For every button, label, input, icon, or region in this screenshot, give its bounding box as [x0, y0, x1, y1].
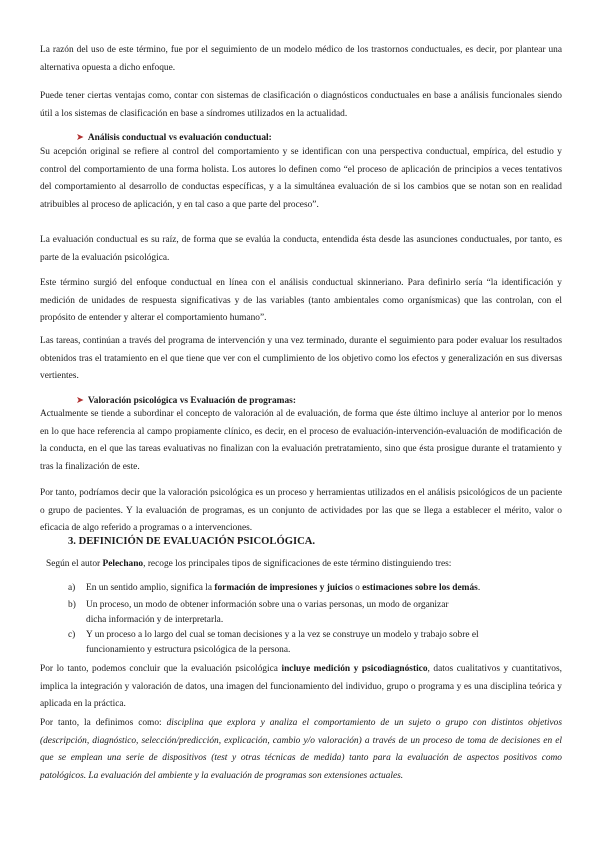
author-name: Pelechano — [102, 559, 144, 569]
list-marker: a) — [68, 583, 76, 593]
text-fragment: Por tanto, la definimos como: — [40, 718, 167, 728]
paragraph-conclusion — [40, 661, 562, 714]
paragraph-origin-term: La razón del uso de este término, fue por el seguimiento de un modelo médico de los trastornos conductuales, es decir, por plantear una alternativa opuesta a dicho enfoque. — [40, 45, 562, 73]
arrow-bullet-icon: ➤ — [76, 133, 84, 143]
paragraph-valoracion-proceso: Por tanto, podríamos decir que la valoración psicológica es un proceso y herramientas utilizados en el análisis psicológicos de un paciente o grupo de pacientes. Y la evaluación de programas, es un conjunto de actividades por las que se llega a establecer el mérito, valor o eficacia de algo referido a programas o a intervenciones. — [40, 488, 562, 534]
heading-analisis-conductual-text: Análisis conductual vs evaluación conductual: — [87, 133, 272, 143]
text-fragment: . — [477, 583, 481, 593]
bold-fragment: formación de impresiones y juicios — [214, 583, 353, 593]
paragraph-conductual-root: La evaluación conductual es su raíz, de forma que se evalúa la conducta, entendida ésta desde las asunciones conductuales, por tanto, es parte de la evaluación psicológica. — [40, 235, 562, 263]
text-fragment: Por lo tanto, podemos concluir que la evaluación psicológica — [40, 664, 282, 674]
text-fragment: En un sentido amplio, significa la — [86, 583, 215, 593]
bold-fragment: incluye medición y psicodiagnóstico — [281, 664, 428, 674]
paragraph-term-origin: Este término surgió del enfoque conductual en línea con el análisis conductual skinneriano. Para definirlo sería “la identificación y medición de unidades de respuesta significativas y de las variables (tanto ambientales como organísmicas) que las controlan, con el propósito de entender y alterar el comportamiento humano”. — [40, 278, 562, 324]
section-title-definicion: 3. DEFINICIÓN DE EVALUACIÓN PSICOLÓGICA. — [68, 536, 316, 547]
text-fragment: Según el autor — [46, 559, 103, 569]
paragraph-advantages: Puede tener ciertas ventajas como, contar con sistemas de clasificación o diagnósticos conductuales en base a análisis funcionales siendo útil a los sistemas de clasificación en base a síndromes utilizados en la actualidad. — [40, 91, 562, 119]
list-item-c — [68, 628, 508, 658]
list-item-b — [68, 598, 463, 628]
heading-analisis-conductual — [76, 131, 272, 145]
paragraph-definition — [40, 715, 562, 785]
bold-fragment: estimaciones sobre los demás — [362, 583, 478, 593]
paragraph-tasks: Las tareas, continúan a través del programa de intervención y una vez terminado, durante el seguimiento para poder evaluar los resultados obtenidos tras el tratamiento en el que tiene que ver con el cumplimiento de los objetivo como los efectos y generalización en sus diversas vertientes. — [40, 336, 562, 382]
paragraph-pelechano — [46, 556, 562, 574]
text-fragment: , datos cualitativos y cuantitativos, implica la integración y valoración de datos, una imagen del funcionamiento del individuo, grupo o programa y es una disciplina teórica y aplicada en la práctica. — [40, 664, 562, 710]
definition-italic-text: disciplina que explora y analiza el comportamiento de un sujeto o grupo con distintos objetivos (descripción, diagnóstico, selección/predicción, explicación, cambio y/o valoración) a través de un proceso de toma de decisiones en el que se emplean una serie de dispositivos (test y otras técnicas de medida) tanto para la evaluación de aspectos positivos como patológicos. La evaluación del ambiente y la evaluación de programas son extensiones actuales. — [40, 718, 562, 781]
paragraph-original-meaning: Su acepción original se refiere al control del comportamiento y se identifican con una perspectiva conductual, empírica, del estudio y control del comportamiento de una forma holista. Los autores lo definen como “el proceso de aplicación de principios a veces tentativos del comportamiento al desarrollo de conductas específicas, y a la simultánea evaluación de si los cambios que se notan son en realidad atribuibles al proceso de aplicación, y en tal caso a que parte del proceso”. — [40, 147, 562, 210]
arrow-bullet-icon: ➤ — [76, 396, 84, 406]
text-fragment: o — [352, 583, 363, 593]
list-marker: c) — [68, 630, 76, 640]
list-marker: b) — [68, 600, 76, 610]
paragraph-subordinate: Actualmente se tiende a subordinar el concepto de valoración al de evaluación, de forma que éste último incluye al anterior por lo menos en lo que hace referencia al campo propiamente clínico, es decir, en el proceso de evaluación-intervención-evaluación de modificación de la conducta, en el que las tareas evaluativas no finalizan con la evaluación pretratamiento, sino que ésta prosigue durante el tratamiento y tras la finalización de este. — [40, 409, 562, 472]
list-item-text: Un proceso, un modo de obtener información sobre una o varias personas, un modo de organizar dicha información y de interpretarla. — [86, 600, 449, 626]
list-item-a — [68, 581, 558, 596]
text-fragment: , recoge los principales tipos de significaciones de este término distinguiendo tres: — [143, 559, 452, 569]
heading-valoracion-psicologica-text: Valoración psicológica vs Evaluación de programas: — [87, 396, 296, 406]
list-item-text: Y un proceso a lo largo del cual se toman decisiones y a la vez se construye un modelo y trabajo sobre el funcionamiento y estructura psicológica de la persona. — [86, 630, 479, 656]
